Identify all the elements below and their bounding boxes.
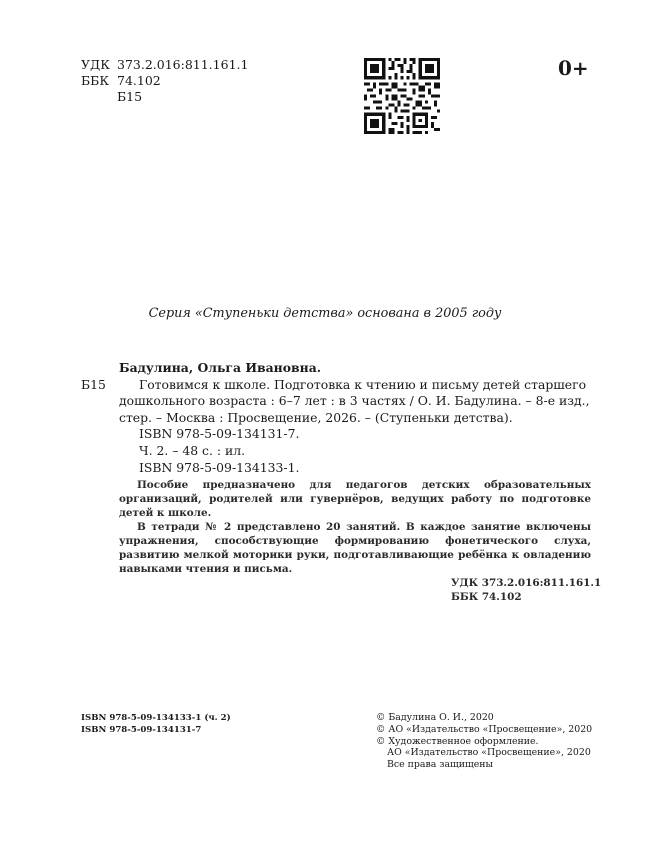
description-line-3: стер. – Москва : Просвещение, 2026. – (Ступеньки детства).: [119, 409, 513, 425]
description-line-1: Готовимся к школе. Подготовка к чтению и письму детей старшего: [139, 376, 587, 392]
copyright-publisher: © АО «Издательство «Просвещение», 2020: [376, 723, 593, 735]
udk-row: [81, 57, 248, 73]
classification-codes: [81, 57, 248, 105]
copyright-author: © Бадулина О. И., 2020: [376, 712, 494, 723]
annotation-udk: УДК 373.2.016:811.161.1: [451, 577, 602, 589]
copyright-design: © Художественное оформление.: [376, 735, 539, 747]
copyright-design-publisher: АО «Издательство «Просвещение», 2020: [387, 747, 591, 759]
udk-value: 373.2.016:811.161.1: [117, 57, 249, 72]
bibliographic-record: [81, 360, 593, 476]
isbn-part: ISBN 978-5-09-134133-1.: [139, 459, 300, 475]
age-rating: 0+: [558, 56, 589, 80]
isbn-line-set: ISBN 978-5-09-134131-7: [81, 724, 202, 735]
bbk-row: [81, 73, 248, 89]
description-line-2: дошкольного возраста : 6–7 лет : в 3 частях / О. И. Бадулина. – 8-е изд.,: [119, 393, 590, 409]
isbn-block: [81, 713, 231, 736]
series-statement: Серия «Ступеньки детства» основана в 2005 году: [148, 306, 502, 321]
author-mark: Б15: [117, 89, 143, 104]
annotation-paragraph-2: В тетради № 2 представлено 20 занятий. В каждое занятие включены упражнения, способствующие формированию фонетического слуха, развитию мелкой моторики руки, подготавливающие ребёнка к овладению навыками чтения и письма.: [119, 521, 591, 575]
bbk-label: ББК: [81, 73, 110, 88]
annotation: [119, 478, 602, 604]
isbn-line-part: ISBN 978-5-09-134133-1 (ч. 2): [81, 713, 231, 723]
author-heading: Бадулина, Ольга Ивановна.: [119, 360, 322, 375]
annotation-paragraph-1: Пособие предназначено для педагогов детских образовательных организаций, родителей или гувернёров, ведущих работу по подготовке детей к школе.: [119, 479, 591, 519]
bibliographic-description: [81, 377, 593, 427]
udk-label: УДК: [81, 57, 110, 72]
part-info: Ч. 2. – 48 с. : ил.: [139, 442, 246, 458]
bbk-value: 74.102: [117, 73, 161, 88]
isbn-set: ISBN 978-5-09-134131-7.: [139, 426, 300, 442]
annotation-bbk: ББК 74.102: [451, 591, 522, 603]
copyright-block: [376, 712, 592, 771]
author-mark-code: Б15: [81, 376, 106, 392]
qr-code-icon[interactable]: [364, 58, 440, 134]
rights-reserved: Все права защищены: [387, 759, 493, 771]
